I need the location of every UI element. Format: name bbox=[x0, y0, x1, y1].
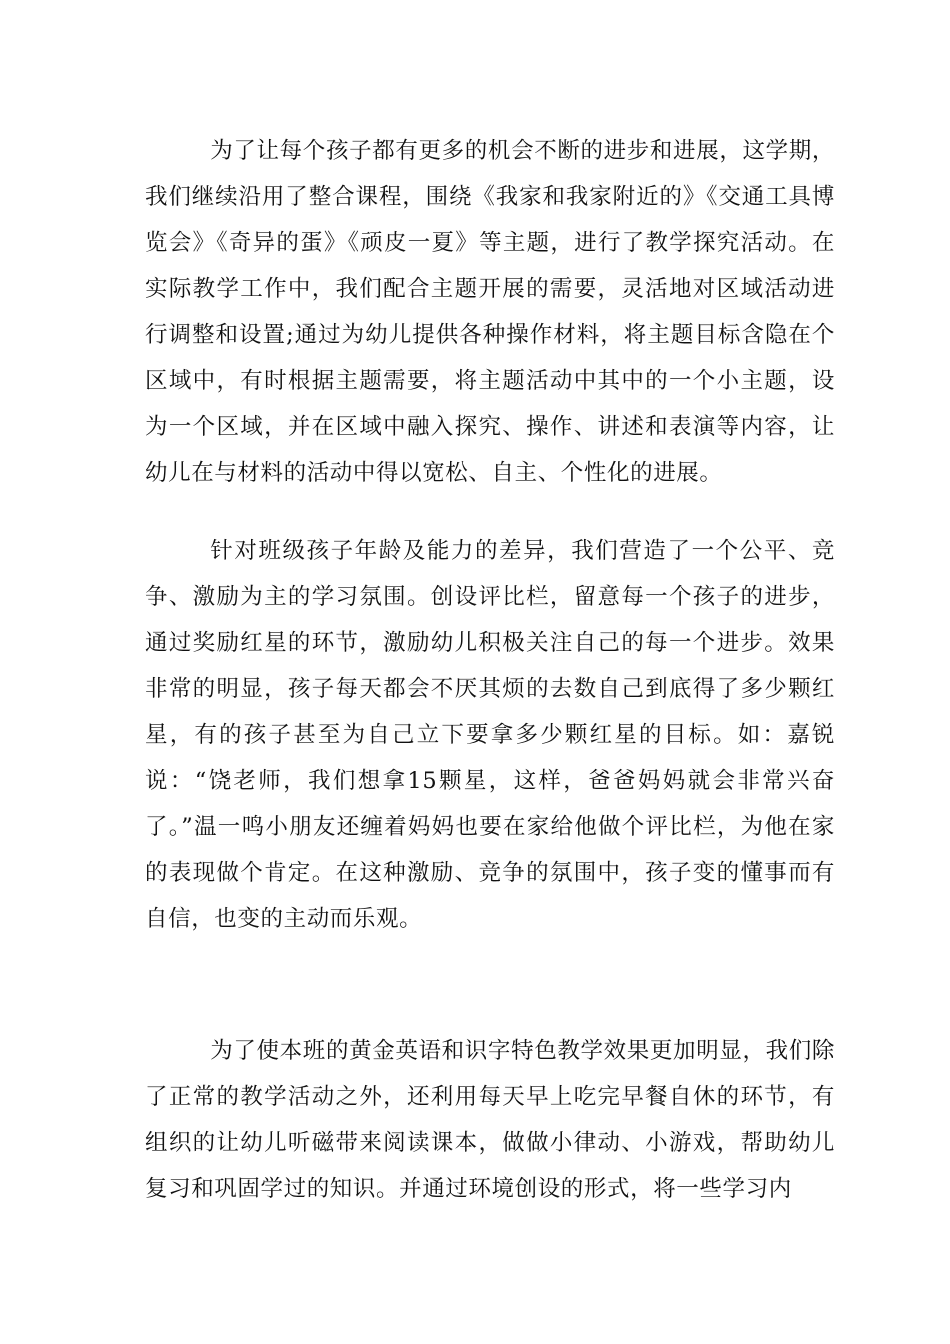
paragraph-red-star-incentive: 针对班级孩子年龄及能力的差异，我们营造了一个公平、竞争、激励为主的学习氛围。创设评比栏，留意每一个孩子的进步，通过奖励红星的环节，激励幼儿积极关注自己的每一个进步。效果非常的明显，孩子每天都会不厌其烦的去数自己到底得了多少颗红星，有的孩子甚至为自己立下要拿多少颗红星的目标。如：嘉锐说：“饶老师，我们想拿15颗星，这样，爸爸妈妈就会非常兴奋了。”温一鸣小朋友还缠着妈妈也要在家给他做个评比栏，为他在家的表现做个肯定。在这种激励、竞争的氛围中，孩子变的懂事而有自信，也变的主动而乐观。 bbox=[145, 538, 835, 932]
paragraph-english-literacy: 为了使本班的黄金英语和识字特色教学效果更加明显，我们除了正常的教学活动之外，还利用每天早上吃完早餐自休的环节，有组织的让幼儿听磁带来阅读课本，做做小律动、小游戏，帮助幼儿复习和巩固学过的知识。并通过环境创设的形式，将一些学习内 bbox=[145, 1038, 835, 1202]
paragraph-regional-activities: 为了让每个孩子都有更多的机会不断的进步和进展，这学期，我们继续沿用了整合课程，围绕《我家和我家附近的》《交通工具博览会》《奇异的蛋》《顽皮一夏》等主题，进行了教学探究活动。在实际教学工作中，我们配合主题开展的需要，灵活地对区域活动进行调整和设置;通过为幼儿提供各种操作材料，将主题目标含隐在个区域中，有时根据主题需要，将主题活动中其中的一个小主题，设为一个区域，并在区域中融入探究、操作、讲述和表演等内容，让幼儿在与材料的活动中得以宽松、自主、个性化的进展。 bbox=[145, 138, 835, 486]
